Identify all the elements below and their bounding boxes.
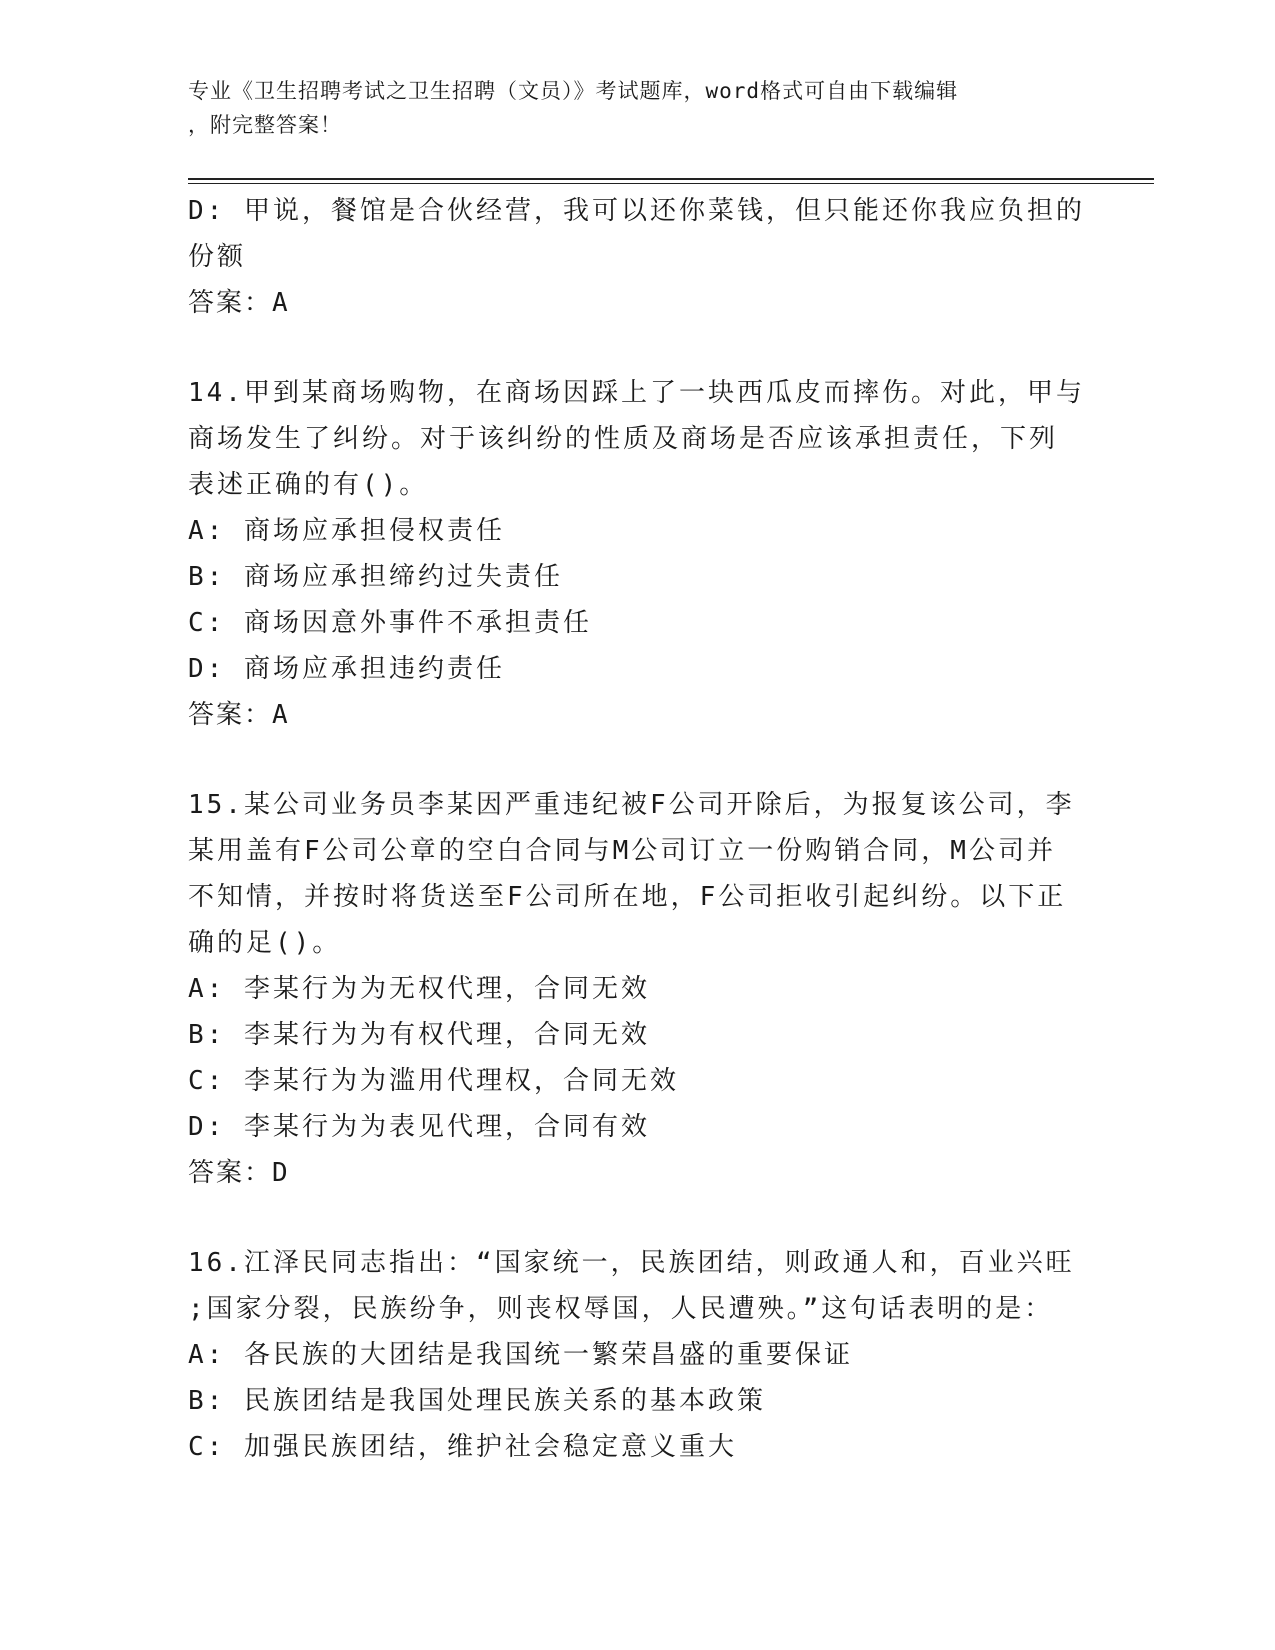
option-c: C: 李某行为为滥用代理权，合同无效 bbox=[188, 1066, 679, 1096]
question-13-tail bbox=[188, 188, 1088, 326]
question-stem-line: 不知情，并按时将货送至F公司所在地，F公司拒收引起纠纷。以下正 bbox=[188, 882, 1067, 912]
header-line-1: 专业《卫生招聘考试之卫生招聘（文员）》考试题库，word格式可自由下载编辑 bbox=[188, 79, 959, 103]
header-rule-bottom bbox=[188, 183, 1154, 184]
spacer bbox=[188, 1196, 1088, 1240]
spacer bbox=[188, 738, 1088, 782]
option-c: C: 商场因意外事件不承担责任 bbox=[188, 608, 592, 638]
option-a: A: 商场应承担侵权责任 bbox=[188, 516, 505, 546]
question-stem-line: 15.某公司业务员李某因严重违纪被F公司开除后，为报复该公司，李 bbox=[188, 790, 1075, 820]
question-stem-line: 确的足()。 bbox=[188, 928, 342, 958]
answer-label: 答案：D bbox=[188, 1158, 290, 1188]
header-rule-top bbox=[188, 178, 1154, 180]
question-stem-line: 某用盖有F公司公章的空白合同与M公司订立一份购销合同，M公司并 bbox=[188, 836, 1056, 866]
question-stem-line: ;国家分裂，民族纷争，则丧权辱国，人民遭殃。”这句话表明的是： bbox=[188, 1294, 1054, 1324]
option-a: A: 李某行为为无权代理，合同无效 bbox=[188, 974, 650, 1004]
document-body bbox=[188, 188, 1088, 1470]
option-d: D: 李某行为为表见代理，合同有效 bbox=[188, 1112, 650, 1142]
question-stem-line: 16.江泽民同志指出：“国家统一，民族团结，则政通人和，百业兴旺 bbox=[188, 1248, 1075, 1278]
question-16 bbox=[188, 1240, 1088, 1470]
option-a: A: 各民族的大团结是我国统一繁荣昌盛的重要保证 bbox=[188, 1340, 853, 1370]
option-d-line-1: D: 甲说，餐馆是合伙经营，我可以还你菜钱，但只能还你我应负担的 bbox=[188, 196, 1085, 226]
answer-label: 答案：A bbox=[188, 700, 290, 730]
question-15 bbox=[188, 782, 1088, 1196]
question-stem-line: 表述正确的有()。 bbox=[188, 470, 429, 500]
option-d-line-2: 份额 bbox=[188, 242, 247, 272]
option-b: B: 李某行为为有权代理，合同无效 bbox=[188, 1020, 650, 1050]
question-14 bbox=[188, 370, 1088, 738]
answer-label: 答案：A bbox=[188, 288, 290, 318]
question-stem-line: 14.甲到某商场购物，在商场因踩上了一块西瓜皮而摔伤。对此，甲与 bbox=[188, 378, 1085, 408]
question-stem-line: 商场发生了纠纷。对于该纠纷的性质及商场是否应该承担责任，下列 bbox=[188, 424, 1059, 454]
option-b: B: 民族团结是我国处理民族关系的基本政策 bbox=[188, 1386, 766, 1416]
document-header bbox=[188, 74, 1088, 142]
option-b: B: 商场应承担缔约过失责任 bbox=[188, 562, 563, 592]
option-d: D: 商场应承担违约责任 bbox=[188, 654, 505, 684]
option-c: C: 加强民族团结，维护社会稳定意义重大 bbox=[188, 1432, 737, 1462]
header-line-2: ，附完整答案！ bbox=[188, 113, 342, 137]
spacer bbox=[188, 326, 1088, 370]
